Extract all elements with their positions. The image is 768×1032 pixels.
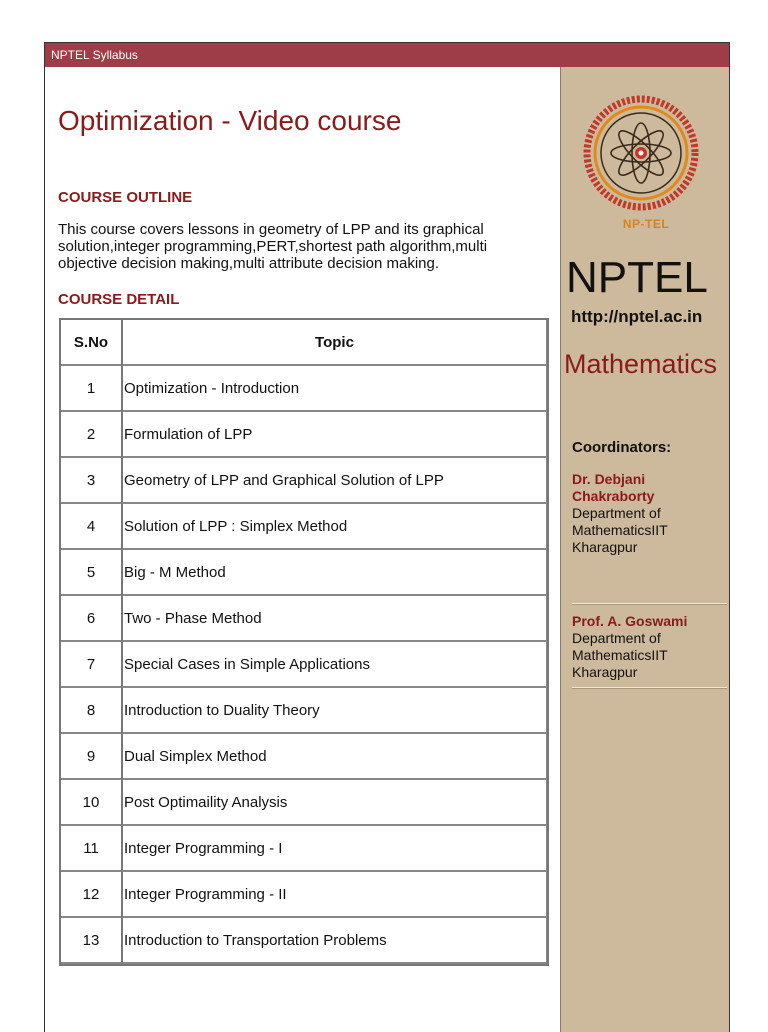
course-detail-table [59,318,549,966]
cell-topic: Introduction to Duality Theory [123,688,547,734]
outline-heading: COURSE OUTLINE [58,189,193,206]
table-row [61,872,547,918]
sidebar [560,67,730,1032]
column-header-sno: S.No [61,320,123,366]
divider [572,603,727,605]
cell-topic: Geometry of LPP and Graphical Solution of LPP [123,458,547,504]
cell-topic: Special Cases in Simple Applications [123,642,547,688]
coordinator-name: Prof. A. Goswami [572,613,688,629]
table-row [61,734,547,780]
cell-sno: 8 [61,688,123,734]
subject-name: Mathematics [564,349,718,379]
cell-sno: 3 [61,458,123,504]
header-bar-label: NPTEL Syllabus [51,48,138,62]
table-row [61,366,547,412]
table-row [61,504,547,550]
column-header-topic: Topic [123,320,547,366]
table-row [61,826,547,872]
table-row [61,918,547,964]
coordinator-2 [572,613,727,681]
cell-topic: Big - M Method [123,550,547,596]
table-row [61,458,547,504]
table-row [61,642,547,688]
course-detail-table-wrap [59,318,549,966]
cell-topic: Integer Programming - II [123,872,547,918]
outline-text: This course covers lessons in geometry of LPP and its graphical solution,integer programming,PERT,shortest path algorithm,multi objective decision making,multi attribute decision making. [58,221,488,272]
table-row [61,780,547,826]
coordinator-dept: Department of MathematicsIIT Kharagpur [572,630,668,680]
cell-sno: 11 [61,826,123,872]
table-row [61,596,547,642]
cell-sno: 10 [61,780,123,826]
table-row [61,688,547,734]
cell-sno: 13 [61,918,123,964]
header-bar [45,43,729,67]
cell-topic: Dual Simplex Method [123,734,547,780]
cell-sno: 4 [61,504,123,550]
coordinator-dept: Department of MathematicsIIT Kharagpur [572,505,668,555]
cell-sno: 6 [61,596,123,642]
table-row [61,412,547,458]
cell-sno: 9 [61,734,123,780]
brand-title: NPTEL [566,253,708,302]
logo-caption: NP-TEL [622,217,670,231]
coordinator-name: Dr. Debjani Chakraborty [572,471,655,504]
course-title: Optimization - Video course [58,105,402,136]
coordinators-heading: Coordinators: [572,439,672,456]
cell-topic: Two - Phase Method [123,596,547,642]
site-url-link[interactable]: http://nptel.ac.in [571,307,703,326]
nptel-logo-icon [583,95,699,211]
syllabus-frame [44,42,730,1032]
cell-sno: 2 [61,412,123,458]
cell-topic: Solution of LPP : Simplex Method [123,504,547,550]
cell-sno: 5 [61,550,123,596]
cell-sno: 12 [61,872,123,918]
cell-topic: Introduction to Transportation Problems [123,918,547,964]
cell-topic: Formulation of LPP [123,412,547,458]
table-row [61,550,547,596]
cell-topic: Optimization - Introduction [123,366,547,412]
divider [572,687,727,689]
cell-topic: Integer Programming - I [123,826,547,872]
table-header-row [61,320,547,366]
cell-sno: 1 [61,366,123,412]
cell-sno: 7 [61,642,123,688]
detail-heading: COURSE DETAIL [58,291,180,308]
coordinator-1 [572,471,727,556]
cell-topic: Post Optimaility Analysis [123,780,547,826]
